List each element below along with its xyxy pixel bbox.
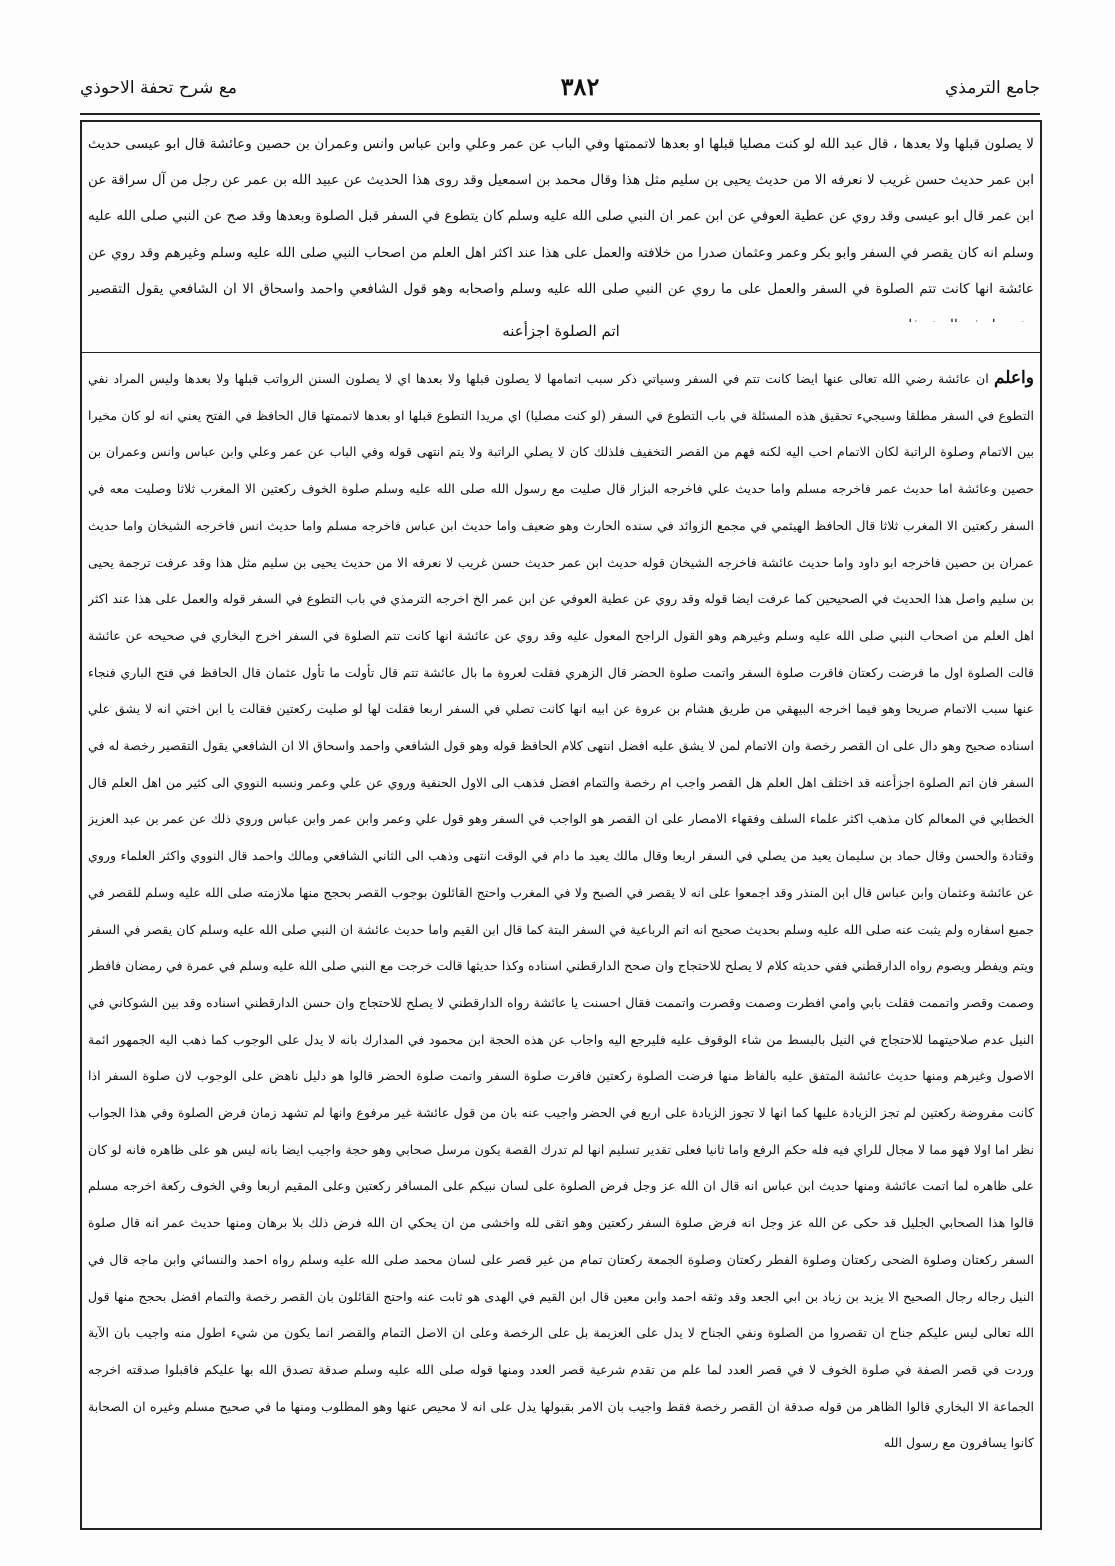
- section-divider: [82, 352, 1040, 353]
- header-rule: [80, 113, 1040, 115]
- page-number: ٣٨٢: [560, 72, 600, 101]
- main-text-closing-line: اتم الصلوة اجزأعنه: [82, 322, 1040, 340]
- commentary: [88, 360, 1034, 1522]
- commentary-body: ان عائشة رضي الله تعالى عنها ايضا كانت تتم في السفر وسياتي ذكر سبب اتمامها لا يصلون قبلها ولا بعدها اي لا يصلون السنن الرواتب قبلها ولا بعدها وليس المراد نفي التطوع في السفر مطلقا وسيجيء تحقيق هذه المسئلة في باب التطوع في السفر (لو كنت مصليا) اي مريدا التطوع قبلها او بعدها لاتممتها قال الحافظ في الفتح يعني انه لو كان مخيرا بين الاتمام وصلوة الراتبة لكان الاتمام احب اليه لكنه فهم من القصر التخفيف فلذلك كان لا يصلي الراتبة ولا يتم انتهى قوله وفي الباب عن عمر وعلي وابن عباس وانس وعمران بن حصين وعائشة اما حديث عمر فاخرجه مسلم واما حديث علي فاخرجه البزار قال صليت مع رسول الله صلى الله عليه وسلم صلوة الخوف ركعتين الا المغرب ثلاثا وصليت معه في السفر ركعتين الا المغرب ثلاثا قال الحافظ الهيثمي في مجمع الزوائد في سنده الحارث وهو ضعيف واما حديث ابن عباس فاخرجه مسلم واما حديث انس فاخرجه الشيخان واما حديث عمران بن حصين فاخرجه ابو داود واما حديث عائشة فاخرجه الشيخان قوله حديث ابن عمر حديث حسن غريب لا نعرفه الا من حديث يحيى بن سليم مثل هذا وقد عرفت ترجمة يحيى بن سليم واصل هذا الحديث في الصحيحين كما عرفت ايضا قوله وقد روي عن عطية العوفي عن ابن عمر الخ اخرجه الترمذي في باب التطوع في السفر قوله والعمل على هذا عند اكثر اهل العلم من اصحاب النبي صلى الله عليه وسلم وغيرهم وهو القول الراجح المعول عليه وقد روي عن عائشة انها كانت تتم الصلوة في السفر اخرج البخاري في صحيحه عن عائشة قالت الصلوة اول ما فرضت ركعتان فاقرت صلوة السفر واتمت صلوة الحضر قال الزهري فقلت لعروة ما بال عائشة تتم قال تأولت ما تأول عثمان قال الحافظ في فتح الباري فنجاء عنها سبب الاتمام صريحا وهو فيما اخرجه البيهقي من طريق هشام بن عروة عن ابيه انها كانت تصلي في السفر اربعا فقلت لها لو صليت ركعتين فقالت يا ابن اختي انه لا يشق علي اسناده صحيح وهو دال على ان القصر رخصة وان الاتمام لمن لا يشق عليه افضل انتهى كلام الحافظ قوله وهو قول الشافعي واحمد واسحاق الا ان الشافعي يقول التقصير رخصة له في السفر فان اتم الصلوة اجزأعنه قد اختلف اهل العلم هل القصر واجب ام رخصة والتمام افضل فذهب الى الاول الحنفية وروي عن علي وعمر ونسبه النووي الى كثير من اهل العلم قال الخطابي في المعالم كان مذهب اكثر علماء السلف وفقهاء الامصار على ان القصر هو الواجب في السفر وهو قول علي وعمر وابن عمر وابن عباس وروي ذلك عن عمر بن عبد العزيز وقتادة والحسن وقال حماد بن سليمان يعيد من يصلي في السفر اربعا وقال مالك يعيد ما دام في الوقت انتهى وذهب الى الثاني الشافعي ومالك واحمد قال النووي واكثر العلماء وروي عن عائشة وعثمان وابن عباس قال ابن المنذر وقد اجمعوا على انه لا يقصر في الصبح ولا في المغرب واحتج القائلون بوجوب القصر بحجج منها ملازمته صلى الله عليه وسلم للقصر في جميع اسفاره ولم يثبت عنه صلى الله عليه وسلم بحديث صحيح انه اتم الرباعية في السفر البتة كما قال ابن القيم واما حديث عائشة ان النبي صلى الله عليه وسلم كان يقصر في السفر ويتم ويفطر ويصوم رواه الدارقطني ففي حديثه كلام لا يصلح للاحتجاج وان صحح الدارقطني اسناده وكذا حديثها قالت خرجت مع النبي صلى الله عليه وسلم في عمرة في رمضان فافطر وصمت وقصر واتممت فقلت بابي وامي افطرت وصمت وقصرت واتممت فقال احسنت يا عائشة رواه الدارقطني لا يصلح للاحتجاج وان حسن الدارقطني اسناده وقد بين الشوكاني في النيل عدم صلاحيتهما للاحتجاج في النيل بالبسط من شاء الوقوف عليه فليرجع اليه واجاب عن هذه الحجة ابن محمود في المدارك بانه لا يدل على الوجوب كما ذهب اليه الجمهور ائمة الاصول وغيرهم ومنها حديث عائشة المتفق عليه بالفاظ منها فرضت الصلوة ركعتين فاقرت صلوة السفر واتمت صلوة الحضر قالوا هو دليل ناهض على الوجوب لان صلوة السفر اذا كانت مفروضة ركعتين لم تجز الزيادة عليها كما انها لا تجوز الزيادة على اربع في الحضر واجيب عنه بان من قول عائشة غير مرفوع وانها لم تشهد زمان فرض الصلوة وفي هذا الجواب نظر اما اولا فهو مما لا مجال للراي فيه فله حكم الرفع واما ثانيا فعلى تقدير تسليم انها لم تدرك القصة يكون مرسل صحابي وهو حجة واجيب ايضا بانه ليس هو على ظاهره فانه لو كان على ظاهره لما اتمت عائشة ومنها حديث ابن عباس انه قال ان الله عز وجل فرض الصلوة على لسان نبيكم على المسافر ركعتين وعلى المقيم اربعا وفي الخوف ركعة اخرجه مسلم قالوا هذا الصحابي الجليل قد حكى عن الله عز وجل انه فرض صلوة السفر ركعتين وهو اتقى لله واخشى من ان يحكي ان الله فرض ذلك بلا برهان ومنها حديث عمر انه قال صلوة السفر ركعتان وصلوة الضحى ركعتان وصلوة الفطر ركعتان وصلوة الجمعة ركعتان تمام من غير قصر على لسان محمد صلى الله عليه وسلم رواه احمد والنسائي وابن ماجه قال في النيل رجاله رجال الصحيح الا يزيد بن زياد بن ابي الجعد وقد وثقه احمد وابن معين قال ابن القيم في الهدى هو ثابت عنه واحتج القائلون بان القصر رخصة والتمام افضل بحجج منها قول الله تعالى ليس عليكم جناح ان تقصروا من الصلوة ونفي الجناح لا يدل على العزيمة بل على الرخصة وعلى ان الاصل التمام والقصر انما يكون من شيء اطول منه واجيب بان الآية وردت في قصر الصفة في صلوة الخوف لا في قصر العدد لما علم من تقدم شرعية قصر العدد ومنها قوله صلى الله عليه وسلم صدقة تصدق الله بها عليكم فاقبلوا صدقته اخرجه الجماعة الا البخاري قالوا الظاهر من قوله صدقة ان القصر رخصة فقط واجيب بان الامر بقبولها يدل على انه لا محيص عنها وهو المطلوب ومنها ما في صحيح مسلم وغيره ان الصحابة كانوا يسافرون مع رسول الله: [88, 371, 1034, 1451]
- main-text: [88, 126, 1034, 348]
- text-frame: [80, 120, 1042, 1530]
- commentary-lead-word: واعلم: [993, 368, 1034, 388]
- commentary-title: مع شرح تحفة الاحوذي: [80, 78, 237, 98]
- running-head: [80, 70, 1040, 110]
- main-text-body: لا يصلون قبلها ولا بعدها ، قال عبد الله لو كنت مصليا قبلها او بعدها لاتممتها وفي الباب عن عمر وعلي وابن عباس وانس وعمران بن حصين وعائشة قال ابو عيسى حديث ابن عمر حديث حسن غريب لا نعرفه الا من حديث يحيى بن سليم مثل هذا وقال محمد بن اسمعيل وقد روى هذا الحديث عن عبيد الله بن عمر عن رجل من آل سراقة عن ابن عمر قال ابو عيسى وقد روي عن عطية العوفي عن ابن عمر ان النبي صلى الله عليه وسلم كان يتطوع في السفر قبل الصلوة وبعدها وقد صح عن النبي صلى الله عليه وسلم انه كان يقصر في السفر وابو بكر وعمر وعثمان صدرا من خلافته والعمل على هذا عند اكثر اهل العلم من اصحاب النبي صلى الله عليه وسلم وغيرهم وقد روي عن عائشة انها كانت تتم الصلوة في السفر والعمل على ما روي عن النبي صلى الله عليه وسلم واصحابه وهو قول الشافعي واحمد واسحاق الا ان الشافعي يقول التقصير: [88, 136, 1034, 297]
- book-title: جامع الترمذي: [945, 78, 1040, 98]
